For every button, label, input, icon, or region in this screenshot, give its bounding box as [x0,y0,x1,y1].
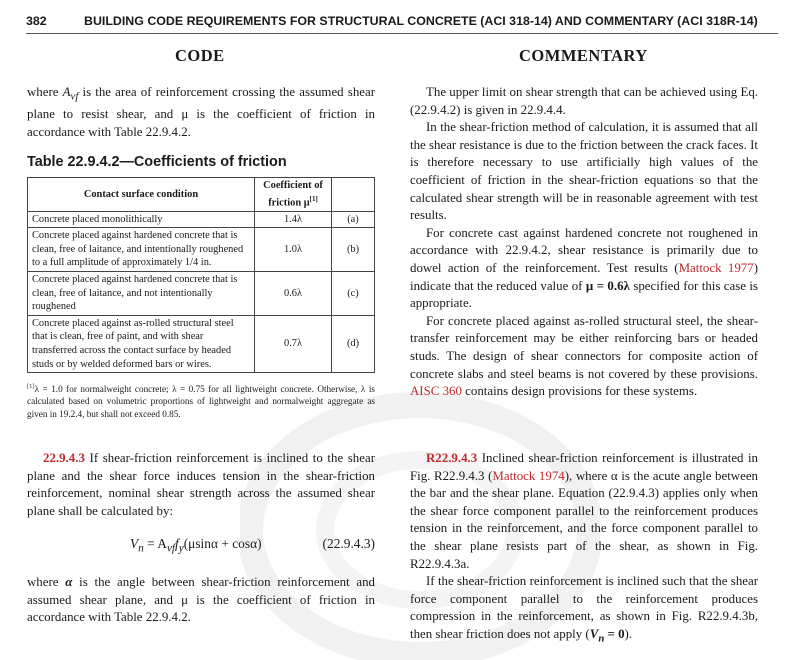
p6-text-a: If the shear-friction reinforcement is inclined such that the shear force component parallel to the reinforcement produces compression in the reinforcement, as shown in Fig. R22.9.4.3b, then shear friction does not apply ( [410,574,758,641]
table-header-row [28,178,375,212]
avf-term-subscript: vf [166,542,176,555]
footnote-text: λ = 1.0 for normalweight concrete; λ = 0.75 for all lightweight concrete. Otherwise, λ is calculated based on volumetric proportions of lightweight and normalweight aggregate as given in 19.2.4, but shall not exceed 0.85. [27,384,375,419]
p3-text-b: ) indicate that the reduced value of [410,260,758,293]
vn-zero: = 0 [604,626,625,641]
header-condition [28,178,255,212]
vn-subscript-commentary: n [598,632,605,645]
r-section-number: R22.9.4.3 [426,451,478,465]
commentary-bottom [410,450,758,648]
code-intro-paragraph [27,84,375,141]
avf-symbol: A [62,85,71,99]
code-column-heading: CODE [175,46,225,65]
mu-value: μ = 0.6λ [585,278,630,293]
row-label: (d) [332,315,375,372]
friction-coefficient-table [27,177,375,373]
commentary-paragraph-1: The upper limit on shear strength that can be achieved using Eq. (22.9.4.2) is given in 22.9.4.4. [410,85,758,117]
header-mu-text: Coefficient of friction μ [263,180,323,209]
section-text: If shear-friction reinforcement is inclined to the shear plane and the shear force induces tension in the shear-friction reinforcement, nominal shear strength across the assumed shear plane shall be calculated by: [27,451,375,518]
row-mu: 0.6λ [255,272,332,316]
aisc-360-reference[interactable]: AISC 360 [410,384,462,399]
table-row [28,228,375,272]
running-header [26,14,786,28]
row-condition: Concrete placed against hardened concrete that is clean, free of laitance, and not intentionally roughened [28,272,255,316]
row-mu: 1.0λ [255,228,332,272]
commentary-paragraph-3 [410,225,758,313]
equation-number: (22.9.4.3) [322,536,375,551]
equation-22-9-4-3 [130,536,375,555]
footnote-mark: [1] [27,383,35,390]
equation-expression [130,536,262,555]
section-22-9-4-3 [27,450,375,520]
row-mu: 0.7λ [255,315,332,372]
row-label: (b) [332,228,375,272]
after-eq-text-a: where [27,575,66,589]
header-mu [255,178,332,212]
row-label: (a) [332,211,375,228]
commentary-paragraph-4 [410,313,758,401]
avf-subscript: vf [70,90,79,103]
mattock-1977-reference[interactable]: Mattock 1977 [678,260,754,275]
table-row [28,315,375,372]
table-footnote [27,381,375,420]
intro-text-a: where [27,85,63,99]
row-condition: Concrete placed against as-rolled structural steel that is clean, free of paint, and with shear transferred across the contact surface by headed studs or by welded deformed bars or wires. [28,315,255,372]
fy-symbol: f [175,536,179,551]
header-condition-text: Contact surface condition [83,188,199,200]
code-intro [27,84,375,141]
fy-subscript: y [178,542,184,555]
row-condition: Concrete placed against hardened concrete that is clean, free of laitance, and intentionally roughened to a full amplitude of approximately 1/4 in. [28,228,255,272]
table-row [28,211,375,228]
vn-subscript: n [138,542,144,555]
after-equation [27,574,375,627]
row-condition: Concrete placed monolithically [28,211,255,228]
alpha-symbol: α [65,575,73,589]
avf-term: = A [143,536,167,551]
header-mu-footnote-mark: [1] [309,194,318,203]
commentary-r22-9-4-3 [410,450,758,573]
commentary-paragraph-6 [410,573,758,648]
table-title: Table 22.9.4.2—Coefficients of friction [27,154,287,170]
r-text-b: ), where α is the acute angle between the bar and the shear plane. Equation (22.9.4.3) applies only when the shear force component parallel to the reinforcement produces tension in the reinforcement, and the force component parallel to the shear plane resists part of the shear, as shown in Fig. R22.9.4.3a. [410,468,758,571]
intro-text-b: is the area of reinforcement crossing the assumed shear plane to resist shear, and μ is the coefficient of friction in accordance with Table 22.9.4.2. [27,85,376,139]
commentary-column-heading: COMMENTARY [519,46,648,65]
row-mu: 1.4λ [255,211,332,228]
commentary-paragraph-2: In the shear-friction method of calculation, it is assumed that all the shear resistance is due to the friction between the crack faces. It is therefore necessary to use artificially high values of the coefficient of friction in the shear-friction equations so that the calculated shear strength will be in reasonable agreement with test results. [410,120,758,223]
section-number: 22.9.4.3 [43,451,85,465]
header-rule [26,33,778,34]
table-row [28,272,375,316]
vn-symbol: V [130,536,139,551]
p3-text-c: specified for this case is appropriate. [410,278,759,311]
running-title: BUILDING CODE REQUIREMENTS FOR STRUCTURAL CONCRETE (ACI 318-14) AND COMMENTARY (ACI 318R-14) [84,14,758,28]
after-eq-text-b: is the angle between shear-friction reinforcement and assumed shear plane, and μ is the coefficient of friction in accordance with Table 22.9.4.2. [27,575,375,625]
commentary-top [410,84,758,401]
mattock-1974-reference[interactable]: Mattock 1974 [492,468,565,483]
p6-text-c: ). [624,626,633,641]
after-equation-paragraph [27,574,375,627]
header-label-cell [332,178,375,212]
p3-text-a: For concrete cast against hardened concrete not roughened in accordance with 22.9.4.2, shear resistance is primarily due to dowel action of the reinforcement. Test results ( [410,225,758,275]
trig-term: (μsinα + cosα) [183,536,262,551]
p4-text-b: contains design provisions for these systems. [461,384,698,399]
page-number: 382 [26,14,47,28]
vn-symbol-commentary: V [589,626,599,641]
row-label: (c) [332,272,375,316]
section-22-9-4-3-paragraph [27,450,375,520]
p4-text-a: For concrete placed against as-rolled structural steel, the shear-transfer reinforcement may be either reinforcing bars or headed studs. The design of shear connectors for composite action of concrete slabs and steel beams is not covered by these provisions. [410,313,758,381]
r-text-a: Inclined shear-friction reinforcement is illustrated in Fig. R22.9.4.3 ( [410,451,758,483]
